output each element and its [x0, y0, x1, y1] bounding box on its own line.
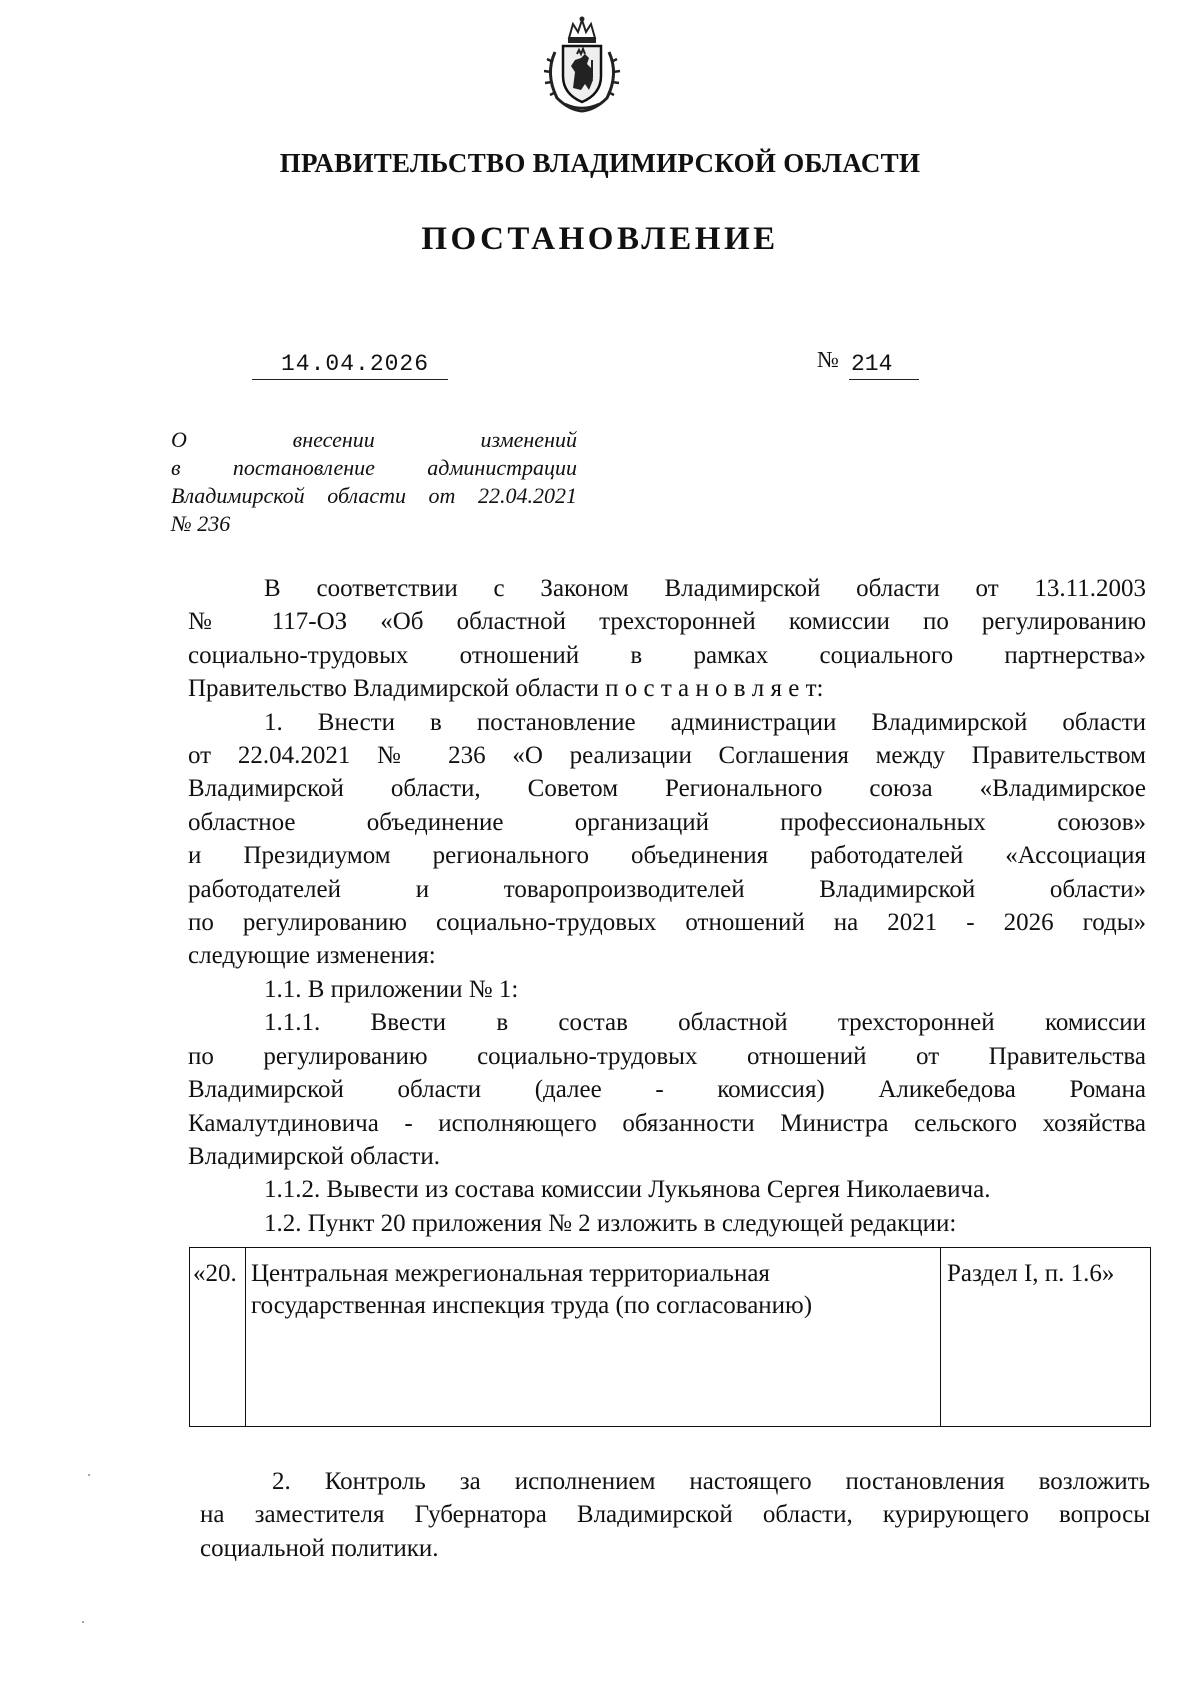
document-number: 214 — [851, 351, 893, 377]
document-number-label: № — [817, 347, 839, 372]
coat-of-arms-emblem — [535, 14, 629, 114]
document-subject — [171, 426, 577, 538]
table-cell-line: Центральная межрегиональная территориальная — [251, 1260, 770, 1287]
text-line: Владимирской области. — [188, 1142, 440, 1170]
item-2-paragraph — [200, 1465, 1150, 1565]
document-body — [188, 572, 1146, 1240]
subject-line: Владимирской области от 22.04.2021 — [171, 483, 577, 508]
table-cell-line: государственная инспекция труда (по согласованию) — [251, 1292, 813, 1319]
item-1-paragraph — [188, 706, 1146, 973]
document-type-title: ПОСТАНОВЛЕНИЕ — [421, 221, 779, 257]
document-date-field — [252, 351, 448, 380]
subject-line: № 236 — [171, 511, 231, 536]
item-1-1-1-paragraph — [188, 1006, 1146, 1173]
item-1-1-2-paragraph: 1.1.2. Вывести из состава комиссии Лукьянова Сергея Николаевича. — [264, 1176, 991, 1204]
text-line: 2. Контроль за исполнением настоящего постановления возложить — [272, 1468, 1150, 1495]
text-line: и Президиумом регионального объединения работодателей «Ассоциация — [188, 842, 1146, 870]
table-cell-number: «20. — [190, 1248, 246, 1427]
document-date: 14.04.2026 — [281, 351, 430, 377]
table-row — [190, 1248, 1151, 1427]
item-1-2-paragraph: 1.2. Пункт 20 приложения № 2 изложить в следующей редакции: — [264, 1209, 957, 1237]
text-line: социальной политики. — [200, 1534, 439, 1562]
amendment-table — [189, 1247, 1151, 1427]
document-number-field — [849, 351, 919, 380]
text-line: В соответствии с Законом Владимирской области от 13.11.2003 — [264, 575, 1146, 602]
text-line: следующие изменения: — [188, 942, 436, 970]
scan-speck — [88, 1474, 90, 1476]
text-line: Правительство Владимирской области п о с т а н о в л я е т: — [188, 675, 824, 703]
text-line: от 22.04.2021 № 236 «О реализации Соглашения между Правительством — [188, 742, 1146, 770]
subject-line: в постановление администрации — [171, 455, 577, 480]
text-line: 1. Внести в постановление администрации Владимирской области — [264, 708, 1146, 736]
organization-name: ПРАВИТЕЛЬСТВО ВЛАДИМИРСКОЙ ОБЛАСТИ — [279, 148, 921, 178]
text-line: по регулированию социально-трудовых отношений от Правительства — [188, 1042, 1146, 1070]
preamble-paragraph — [188, 572, 1146, 706]
table-cell-text — [246, 1248, 941, 1427]
text-line: № 117-ОЗ «Об областной трехсторонней комиссии по регулированию — [188, 608, 1146, 636]
text-line: на заместителя Губернатора Владимирской области, курирующего вопросы — [200, 1501, 1150, 1529]
text-line: Владимирской области, Советом Регионального союза «Владимирское — [188, 775, 1146, 803]
text-line: Камалутдиновича - исполняющего обязанности Министра сельского хозяйства — [188, 1109, 1146, 1137]
text-line: Владимирской области (далее - комиссия) Аликебедова Романа — [188, 1076, 1146, 1104]
subject-line: О внесении изменений — [171, 427, 577, 452]
text-line: по регулированию социально-трудовых отношений на 2021 - 2026 годы» — [188, 909, 1146, 937]
text-line: областное объединение организаций профессиональных союзов» — [188, 808, 1146, 836]
text-line: социально-трудовых отношений в рамках социального партнерства» — [188, 641, 1146, 669]
text-line: работодателей и товаропроизводителей Владимирской области» — [188, 875, 1146, 903]
text-line: 1.1.1. Ввести в состав областной трехсторонней комиссии — [264, 1009, 1146, 1037]
scan-speck — [82, 1621, 84, 1623]
table-cell-reference: Раздел I, п. 1.6» — [941, 1248, 1151, 1427]
item-1-1-paragraph: 1.1. В приложении № 1: — [264, 975, 519, 1003]
